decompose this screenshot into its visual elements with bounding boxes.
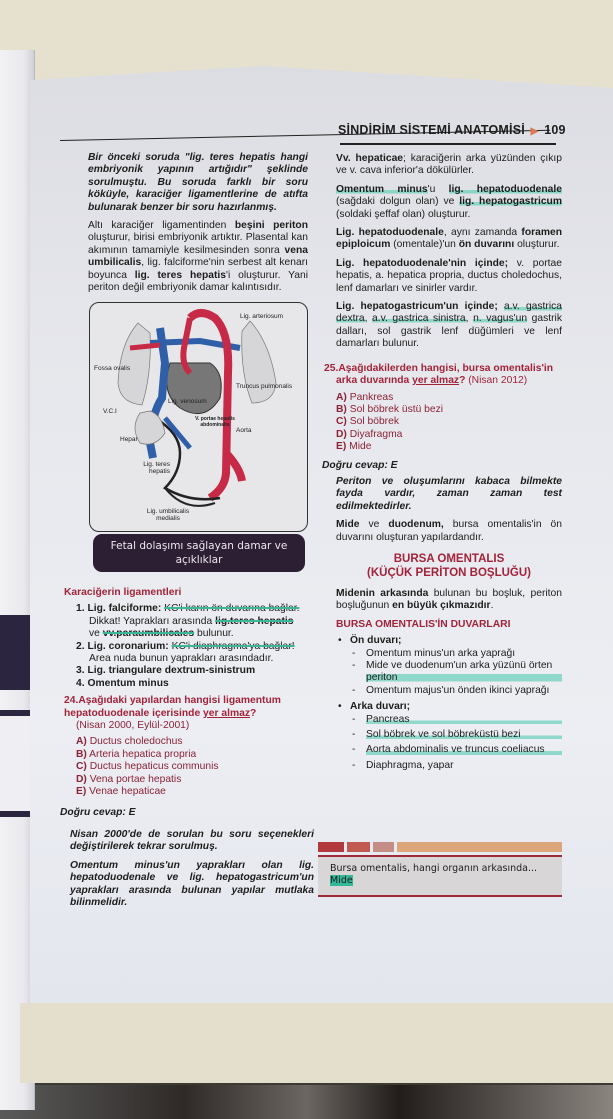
right-column bbox=[322, 153, 563, 772]
option-b: B) Sol böbrek üstü bezi bbox=[336, 403, 444, 415]
running-head bbox=[338, 123, 566, 137]
question-24-source: (Nisan 2000, Eylül-2001) bbox=[76, 720, 190, 732]
bursa-paragraph: Midenin arkasında bulunan bu boşluk, periton boşluğunun en büyük çıkmazıdır. bbox=[336, 587, 562, 612]
option-a: A) Ductus choledochus bbox=[76, 736, 183, 748]
back-wall-item: - Pancreas bbox=[366, 714, 562, 726]
left-column-top bbox=[88, 152, 308, 300]
ligament-item-2: 2. Lig. coronarium: KC'i diaphragma'ya bağlar! Area nuda bunun yaprakları arasındadır. bbox=[76, 640, 295, 665]
question-25-note-2: Mide ve duodenum, bursa omentalis'in ön duvarını oluşturan yapılardandır. bbox=[336, 519, 562, 543]
back-wall-item: - Sol böbrek ve sol böbreküstü bezi bbox=[366, 729, 562, 741]
page-number: 109 bbox=[544, 123, 566, 137]
back-wall: • Arka duvarı; - Pancreas - Sol böbrek ve sol böbreküstü bezi - Aorta abdominalis ve truncus coeliacus - Diaphragma, yapar bbox=[350, 701, 562, 772]
question-24-note-2: Omentum minus'un yaprakları olan lig. hepatoduodenale ve lig. hepatogastricum'un yaprakları arasında bulunan yapılar mutlaka bilinmelidir. bbox=[70, 859, 314, 908]
front-wall-item: - Mide ve duodenum'un arka yüzünü örten periton bbox=[366, 660, 562, 685]
option-b: B) Arteria hepatica propria bbox=[76, 748, 197, 760]
front-wall: • Ön duvarı; - Omentum minus'un arka yaprağı - Mide ve duodenum'un arka yüzünü örten periton - Omentum majus'un önden ikinci yaprağı bbox=[350, 635, 562, 697]
color-bar-2 bbox=[347, 842, 370, 852]
surface-below-page bbox=[20, 1003, 613, 1083]
previous-page-list-box bbox=[0, 710, 30, 817]
header-underline bbox=[340, 143, 556, 145]
option-d: D) Diyafragma bbox=[336, 428, 403, 440]
floor bbox=[0, 1085, 613, 1119]
para-omentum-minus: Omentum minus'u lig. hepatoduodenale (sağdaki dolgun olan) ve lig. hepatogastricum (soldaki şeffaf olan) oluşturur. bbox=[336, 183, 562, 220]
quick-question: Bursa omentalis, hangi organın arkasında... bbox=[330, 863, 538, 874]
para-hepatoduodenale-contents: Lig. hepatoduodenale'nin içinde; v. portae hepatis, a. hepatica propria, ductus choledochus, lenf damarları ve sinirler vardır. bbox=[336, 257, 562, 294]
option-c: C) Ductus hepaticus communis bbox=[76, 761, 219, 773]
question-24-options bbox=[64, 736, 314, 798]
bursa-heading: BURSA OMENTALIS (KÜÇÜK PERİTON BOŞLUĞU) bbox=[367, 552, 531, 579]
label-aorta: Aorta bbox=[236, 427, 252, 434]
quick-answer-box bbox=[318, 842, 562, 900]
label-lig-teres: Lig. teres hepatis bbox=[143, 461, 170, 475]
label-vci: V.C.I bbox=[103, 408, 117, 415]
option-e: E) Mide bbox=[336, 441, 372, 453]
walls-heading: BURSA OMENTALIS'İN DUVARLARI bbox=[336, 618, 511, 630]
quick-answer-content bbox=[318, 855, 562, 897]
question-25-stem: 25.Aşağıdakilerden hangisi, bursa omentalis'in arka duvarında yer almaz? (Nisan 2012) bbox=[324, 362, 554, 387]
para-hepatogastricum-contents: Lig. hepatogastricum'un içinde; a.v. gastrica dextra, a.v. gastrica sinistra, n. vagus'un gastrik dalları, sol gastrik lenf düğümleri ve lenf damarları bulunur. bbox=[336, 301, 562, 350]
fetal-circulation-diagram bbox=[89, 302, 308, 532]
front-wall-item: - Omentum minus'un arka yaprağı bbox=[366, 648, 562, 660]
option-d: D) Vena portae hepatis bbox=[76, 773, 182, 785]
back-wall-item: - Aorta abdominalis ve truncus coeliacus bbox=[366, 744, 562, 756]
para-hepatoduodenale: Lig. hepatoduodenale, aynı zamanda foramen epiploicum (omentale)'un ön duvarını oluşturur. bbox=[336, 227, 563, 251]
label-truncus-pulmonalis: Truncus pulmonalis bbox=[236, 383, 293, 390]
section-title: SİNDİRİM SİSTEMİ ANATOMİSİ bbox=[338, 123, 525, 137]
previous-page-curl bbox=[0, 50, 35, 1110]
ligament-item-4: 4. Omentum minus bbox=[76, 677, 169, 689]
ligaments-list bbox=[64, 603, 314, 690]
label-lig-arteriosum: Lig. arteriosum bbox=[240, 313, 283, 320]
ligament-item-1: 1. Lig. falciforme: KC'i karın ön duvarına bağlar. Dikkat! Yaprakları arasında lig.teres hepatis ve vv.paraumbilicales bulunur. bbox=[76, 603, 300, 640]
ligament-item-3: 3. Lig. triangulare dextrum-sinistrum bbox=[76, 665, 256, 677]
label-lig-venosum: Lig. venosum bbox=[168, 398, 207, 405]
label-hepar: Hepar bbox=[120, 436, 138, 443]
figure-caption: Fetal dolaşımı sağlayan damar ve açıklıklar bbox=[93, 534, 305, 572]
option-c: C) Sol böbrek bbox=[336, 416, 399, 428]
triangle-icon: ▶ bbox=[530, 126, 539, 137]
walls-list bbox=[336, 635, 562, 772]
option-e: E) Venae hepaticae bbox=[76, 786, 166, 798]
front-wall-item: - Omentum majus'un önden ikinci yaprağı bbox=[366, 685, 562, 697]
question-25-answer: Doğru cevap: E bbox=[322, 459, 398, 471]
question-25-note-1: Periton ve oluşumlarını kabaca bilmekte fayda vardır, zaman zaman test edilmektedirler. bbox=[336, 475, 562, 512]
left-column-bottom bbox=[60, 587, 314, 915]
intro-note: Bir önceki soruda "lig. teres hepatis hangi embriyonik yapının artığıdır" şeklinde sorulmuştu. Bu soruda farklı bir soru köküyle, karaciğer ligamentlerine de atıfta bulunarak benzer bir soru hazırlanmış. bbox=[88, 152, 308, 213]
label-v-portae: V. portae hepatis abdominalis bbox=[195, 416, 235, 428]
question-24-stem: 24.Aşağıdaki yapılardan hangisi ligamentum hepatoduodenale içerisinde yer almaz? bbox=[64, 695, 281, 719]
question-25-options bbox=[336, 392, 562, 454]
quick-answer: Mide bbox=[330, 875, 353, 886]
back-wall-item: - Diaphragma, yapar bbox=[366, 760, 562, 772]
label-lig-umbilicalis: Lig. umbilicalis medialis bbox=[146, 508, 190, 522]
question-24-answer: Doğru cevap: E bbox=[60, 806, 136, 818]
label-fossa-ovalis: Fossa ovalis bbox=[94, 365, 131, 372]
para-vv-hepaticae: Vv. hepaticae; karaciğerin arka yüzünden çıkıp ve v. cava inferior'a dökülürler. bbox=[336, 153, 562, 177]
option-a: A) Pankreas bbox=[336, 391, 394, 403]
color-bar-4 bbox=[397, 842, 562, 852]
question-24-note-1: Nisan 2000'de de sorulan bu soru seçenekleri değiştirilerek tekrar sorulmuş. bbox=[70, 828, 314, 853]
previous-page-dark-box bbox=[0, 615, 30, 690]
color-bar-1 bbox=[318, 842, 344, 852]
color-bar-3 bbox=[373, 842, 394, 852]
ligament-paragraph: Altı karaciğer ligamentinden beşini periton oluşturur, birisi embriyonik artıktır. Plasental kan akımının tamamiyle kesilmesinden sonra vena umbilicalis, lig. falciforme'nin serbest alt kenarı boyunca lig. teres hepatis'i oluşturur. Yani periton değil embriyonik damar kalıntısıdır. bbox=[88, 220, 308, 294]
ligaments-heading: Karaciğerin ligamentleri bbox=[64, 587, 182, 598]
